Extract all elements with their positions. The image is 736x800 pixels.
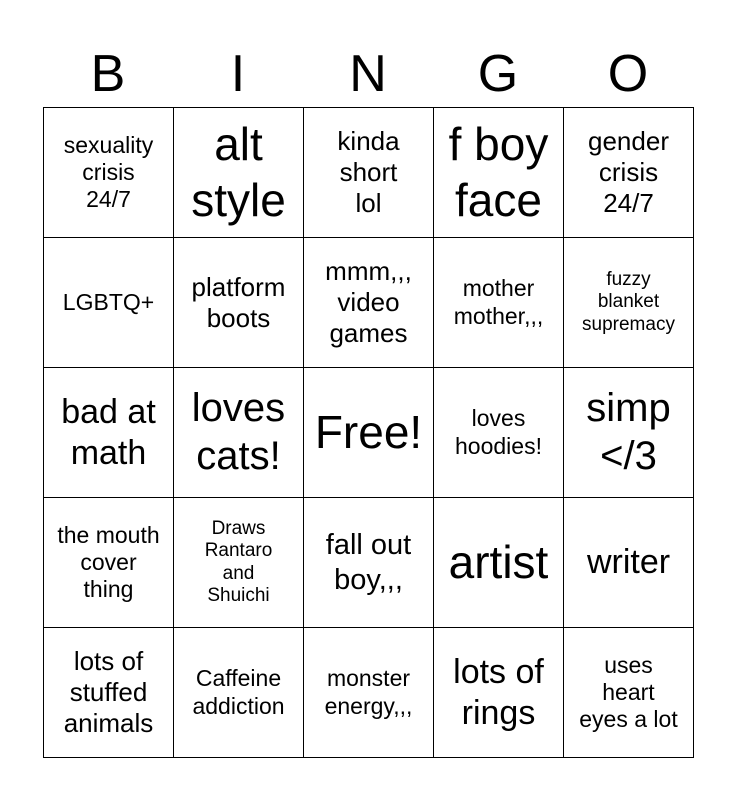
cell-text: gender crisis 24/7: [588, 126, 669, 218]
cell-text: mmm,,, video games: [325, 256, 412, 348]
bingo-cell[interactable]: [304, 238, 434, 368]
cell-text: uses heart eyes a lot: [579, 651, 678, 733]
bingo-cell[interactable]: [174, 368, 304, 498]
bingo-cell[interactable]: [434, 628, 564, 758]
bingo-grid: [43, 107, 694, 758]
header-letter-g: G: [477, 45, 519, 103]
header-letter-o: O: [607, 45, 649, 103]
cell-text: Caffeine addiction: [192, 665, 285, 719]
bingo-cell[interactable]: [564, 368, 694, 498]
cell-text: writer: [586, 543, 671, 582]
bingo-cell[interactable]: [174, 108, 304, 238]
cell-text: Draws Rantaro and Shuichi: [204, 517, 273, 606]
free-space-cell[interactable]: [304, 368, 434, 498]
cell-text: alt style: [191, 118, 286, 226]
bingo-cell[interactable]: [174, 498, 304, 628]
cell-text: platform boots: [191, 271, 286, 333]
bingo-cell[interactable]: [434, 368, 564, 498]
bingo-cell[interactable]: [564, 238, 694, 368]
cell-text: fuzzy blanket supremacy: [582, 268, 675, 335]
header-letter-n: N: [349, 45, 387, 103]
bingo-cell[interactable]: [564, 628, 694, 758]
cell-text: artist: [448, 535, 549, 588]
bingo-cell[interactable]: [44, 238, 174, 368]
bingo-cell[interactable]: [44, 368, 174, 498]
bingo-cell[interactable]: [434, 498, 564, 628]
cell-text: kinda short lol: [337, 126, 400, 218]
bingo-cell[interactable]: [564, 498, 694, 628]
cell-text: the mouth cover thing: [57, 521, 160, 603]
cell-text: bad at math: [61, 393, 156, 472]
bingo-cell[interactable]: [304, 108, 434, 238]
bingo-cell[interactable]: [564, 108, 694, 238]
cell-text: mother mother,,,: [453, 275, 544, 329]
header-letter-i: I: [230, 45, 246, 103]
cell-text: sexuality crisis 24/7: [63, 131, 154, 213]
cell-text: lots of rings: [453, 653, 544, 732]
free-space-text: Free!: [314, 405, 423, 458]
cell-text: loves hoodies!: [455, 405, 542, 459]
cell-text: fall out boy,,,: [325, 529, 412, 596]
cell-text: f boy face: [448, 118, 549, 226]
bingo-cell[interactable]: [44, 108, 174, 238]
bingo-cell[interactable]: [304, 628, 434, 758]
cell-text: lots of stuffed animals: [63, 646, 154, 738]
bingo-cell[interactable]: [174, 238, 304, 368]
cell-text: monster energy,,,: [324, 665, 413, 719]
bingo-header: [43, 40, 693, 108]
bingo-cell[interactable]: [174, 628, 304, 758]
bingo-cell[interactable]: [304, 498, 434, 628]
cell-text: LGBTQ+: [62, 288, 155, 315]
bingo-cell[interactable]: [44, 498, 174, 628]
bingo-cell[interactable]: [44, 628, 174, 758]
bingo-cell[interactable]: [434, 108, 564, 238]
cell-text: loves cats!: [191, 386, 286, 478]
bingo-cell[interactable]: [434, 238, 564, 368]
cell-text: simp </3: [586, 386, 671, 478]
header-letter-b: B: [90, 45, 126, 103]
